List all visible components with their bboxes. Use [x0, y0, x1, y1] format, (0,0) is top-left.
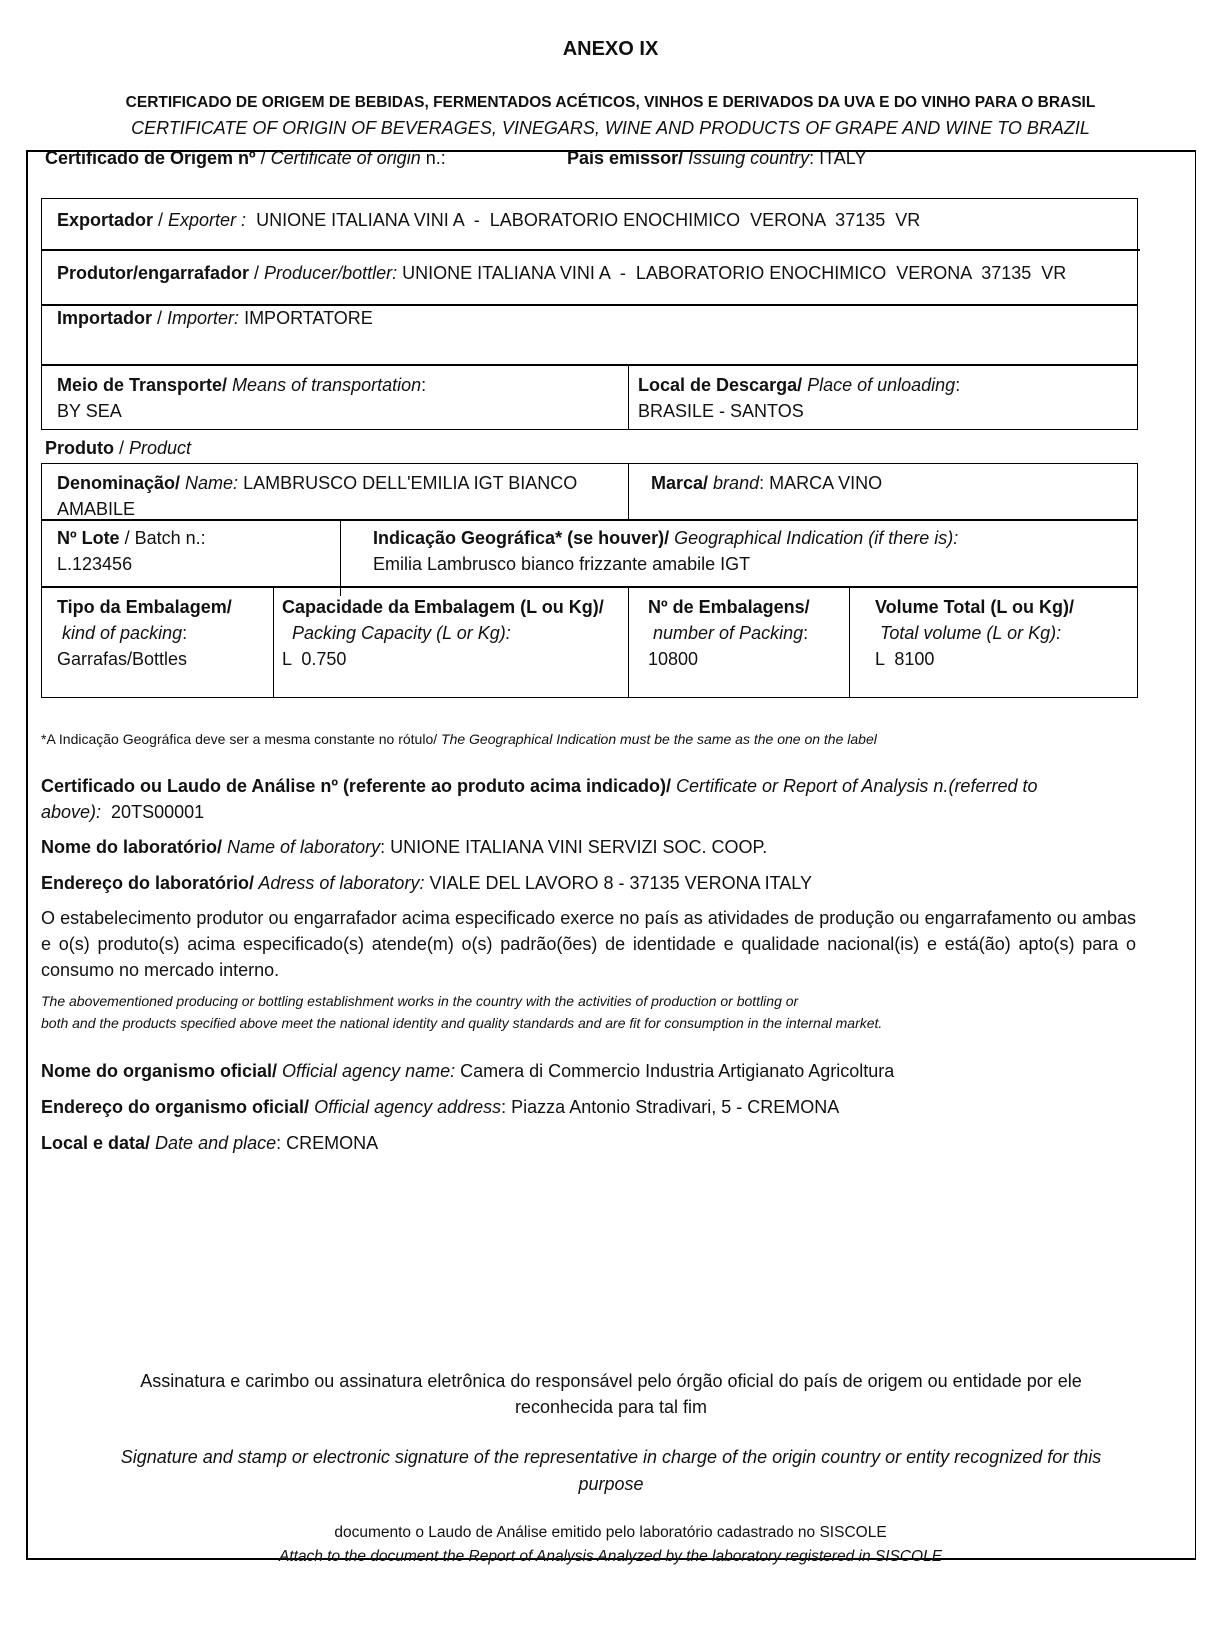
- geo-footnote: [41, 726, 877, 752]
- packing-type-field: [57, 594, 232, 672]
- agency-address-field: [41, 1094, 839, 1120]
- transport-label-en: Means of transportation: [227, 375, 422, 395]
- transport-value: BY SEA: [57, 401, 122, 421]
- declaration-en: [41, 990, 882, 1034]
- document-title-en: CERTIFICATE OF ORIGIN OF BEVERAGES, VINEGARS, WINE AND PRODUCTS OF GRAPE AND WINE TO BRAZIL: [131, 118, 1090, 138]
- importer-label-pt: Importador: [57, 308, 153, 328]
- importer-label-en: Importer:: [167, 308, 240, 328]
- product-label-en: Product: [129, 438, 192, 458]
- transport-suffix: :: [421, 375, 427, 395]
- importer-field: [57, 305, 373, 331]
- producer-label-pt: Produtor/engarrafador: [57, 263, 250, 283]
- place-date-field: [41, 1130, 378, 1156]
- divider: [41, 586, 1138, 588]
- agency-name-label-pt: Nome do organismo oficial/: [41, 1061, 278, 1081]
- signature-en-line2: purpose: [578, 1474, 644, 1494]
- divider: [340, 520, 341, 596]
- geo-label-pt: Indicação Geográfica* (se houver)/: [373, 528, 670, 548]
- product-section-label: [45, 435, 191, 461]
- packing-type-label-pt: Tipo da Embalagem/: [57, 597, 232, 617]
- total-volume-label-pt: Volume Total (L ou Kg)/: [875, 597, 1074, 617]
- analysis-label-en: Certificate or Report of Analysis n.(referred to: [671, 776, 1038, 796]
- geo-label-en: Geographical Indication (if there is):: [669, 528, 959, 548]
- certificate-number-label-en: Certificate of origin: [270, 148, 421, 168]
- place-date-value: : CREMONA: [276, 1133, 379, 1153]
- issuing-country-label-pt: País emissor/: [567, 148, 684, 168]
- packing-count-label-en: number of Packing: [653, 623, 804, 643]
- signature-instructions-pt: [26, 1368, 1196, 1420]
- lab-name-label-en: Name of laboratory: [222, 837, 381, 857]
- unloading-value: BRASILE - SANTOS: [638, 401, 804, 421]
- issuing-country-label-en: Issuing country: [683, 148, 810, 168]
- place-date-label-en: Date and place: [150, 1133, 277, 1153]
- packing-capacity-field: [282, 594, 604, 672]
- transport-field: [57, 372, 426, 424]
- unloading-field: [638, 372, 960, 424]
- product-name-value-cont: AMABILE: [57, 499, 136, 519]
- signature-pt-line2: reconhecida para tal fim: [514, 1397, 708, 1417]
- geo-value: Emilia Lambrusco bianco frizzante amabile IGT: [373, 554, 751, 574]
- batch-value: L.123456: [57, 554, 133, 574]
- total-volume-value: L 8100: [875, 649, 935, 669]
- analysis-number-value: 20TS00001: [101, 802, 205, 822]
- declaration-pt: O estabelecimento produtor ou engarrafador acima especificado exerce no país as atividades de produção ou engarrafamento ou ambas e o(s) produto(s) acima especificado(s) atende(m) o(s) padrão(ões) de identidade e qualidade nacional(is) e está(ão) apto(s) para o consumo no mercado interno.: [41, 908, 1136, 980]
- packing-capacity-label-en: Packing Capacity (L or Kg):: [292, 623, 511, 643]
- footer-en: Attach to the document the Report of Analysis Analyzed by the laboratory registered in SISCOLE: [278, 1548, 943, 1565]
- divider: [628, 464, 629, 519]
- lab-address-label-pt: Endereço do laboratório/: [41, 873, 255, 893]
- producer-label-en: Producer/bottler:: [264, 263, 398, 283]
- lab-name-field: [41, 834, 767, 860]
- separator: /: [249, 263, 265, 283]
- declaration-en-line1: The abovementioned producing or bottling establishment works in the country with the activities of production or bottling or: [41, 993, 799, 1009]
- transport-label-pt: Meio de Transporte/: [57, 375, 228, 395]
- importer-value: IMPORTATORE: [239, 308, 373, 328]
- packing-count-field: [648, 594, 810, 672]
- analysis-label-en-cont: above):: [41, 802, 102, 822]
- place-date-label-pt: Local e data/: [41, 1133, 151, 1153]
- divider: [273, 588, 274, 698]
- document-title-pt: CERTIFICADO DE ORIGEM DE BEBIDAS, FERMENTADOS ACÉTICOS, VINHOS E DERIVADOS DA UVA E DO VINHO PARA O BRASIL: [125, 94, 1096, 111]
- signature-pt-line1: Assinatura e carimbo ou assinatura eletrônica do responsável pelo órgão oficial do país de origem ou entidade por ele: [140, 1371, 1082, 1391]
- packing-type-value: Garrafas/Bottles: [57, 649, 188, 669]
- unloading-label-en: Place of unloading: [802, 375, 956, 395]
- batch-label-pt: Nº Lote: [57, 528, 120, 548]
- divider: [628, 365, 629, 430]
- issuing-country-value: : ITALY: [809, 148, 867, 168]
- signature-en-line1: Signature and stamp or electronic signature of the representative in charge of the origin country or entity recognized for this: [120, 1447, 1102, 1467]
- product-label-pt: Produto: [45, 438, 114, 458]
- certificate-number-field: [45, 145, 446, 171]
- separator: /: [153, 210, 169, 230]
- footnote-en: The Geographical Indication must be the same as the one on the label: [437, 731, 877, 747]
- lab-address-value: VIALE DEL LAVORO 8 - 37135 VERONA ITALY: [424, 873, 812, 893]
- divider: [41, 249, 1140, 251]
- packing-capacity-label-pt: Capacidade da Embalagem (L ou Kg)/: [282, 597, 604, 617]
- lab-address-label-en: Adress of laboratory:: [254, 873, 425, 893]
- geographical-indication-field: [373, 525, 958, 577]
- product-name-label-pt: Denominação/: [57, 473, 181, 493]
- signature-instructions-en: [26, 1444, 1196, 1498]
- analysis-field: [41, 773, 1037, 825]
- certificate-number-suffix: n.:: [420, 148, 446, 168]
- total-volume-label-en: Total volume (L or Kg):: [880, 623, 1062, 643]
- agency-address-value: : Piazza Antonio Stradivari, 5 - CREMONA: [501, 1097, 840, 1117]
- brand-field: [651, 470, 882, 496]
- brand-value: : MARCA VINO: [759, 473, 883, 493]
- exporter-label-en: Exporter :: [168, 210, 247, 230]
- product-name-value: LAMBRUSCO DELL'EMILIA IGT BIANCO: [238, 473, 578, 493]
- issuing-country-field: [567, 145, 867, 171]
- producer-value: UNIONE ITALIANA VINI A - LABORATORIO ENOCHIMICO VERONA 37135 VR: [397, 263, 1067, 283]
- lab-name-value: : UNIONE ITALIANA VINI SERVIZI SOC. COOP.: [380, 837, 768, 857]
- agency-address-label-en: Official agency address: [309, 1097, 502, 1117]
- producer-field: [57, 260, 1066, 286]
- exporter-field: [57, 207, 920, 233]
- annex-title: ANEXO IX: [562, 38, 659, 60]
- agency-name-label-en: Official agency name:: [277, 1061, 456, 1081]
- analysis-label-pt: Certificado ou Laudo de Análise nº (referente ao produto acima indicado)/: [41, 776, 671, 796]
- brand-label-en: brand: [708, 473, 760, 493]
- divider: [628, 588, 629, 698]
- agency-name-value: Camera di Commercio Industria Artigianato Agricoltura: [455, 1061, 895, 1081]
- divider: [41, 364, 1138, 366]
- footnote-pt: *A Indicação Geográfica deve ser a mesma constante no rótulo/: [41, 731, 438, 747]
- packing-count-label-pt: Nº de Embalagens/: [648, 597, 810, 617]
- lab-address-field: [41, 870, 812, 896]
- separator: /: [255, 148, 271, 168]
- product-name-label-en: Name:: [180, 473, 239, 493]
- agency-name-field: [41, 1058, 894, 1084]
- footer-pt: documento o Laudo de Análise emitido pelo laboratório cadastrado no SISCOLE: [334, 1524, 887, 1541]
- total-volume-field: [875, 594, 1074, 672]
- brand-label-pt: Marca/: [651, 473, 709, 493]
- packing-count-suffix: :: [803, 623, 809, 643]
- batch-label-en: / Batch n.:: [119, 528, 206, 548]
- footer-note: [0, 1521, 1221, 1569]
- exporter-value: UNIONE ITALIANA VINI A - LABORATORIO ENOCHIMICO VERONA 37135 VR: [246, 210, 921, 230]
- packing-capacity-value: L 0.750: [282, 649, 347, 669]
- separator: /: [152, 308, 168, 328]
- certificate-number-label-pt: Certificado de Origem nº: [45, 148, 256, 168]
- divider: [849, 588, 850, 698]
- unloading-suffix: :: [955, 375, 961, 395]
- batch-field: [57, 525, 206, 577]
- lab-name-label-pt: Nome do laboratório/: [41, 837, 223, 857]
- exporter-label-pt: Exportador: [57, 210, 154, 230]
- unloading-label-pt: Local de Descarga/: [638, 375, 803, 395]
- separator: /: [114, 438, 130, 458]
- packing-type-suffix: :: [182, 623, 188, 643]
- packing-type-label-en: kind of packing: [62, 623, 183, 643]
- packing-count-value: 10800: [648, 649, 699, 669]
- declaration-en-line2: both and the products specified above meet the national identity and quality standards and are fit for consumption in the internal market.: [41, 1015, 883, 1031]
- product-name-field: [57, 470, 577, 522]
- agency-address-label-pt: Endereço do organismo oficial/: [41, 1097, 310, 1117]
